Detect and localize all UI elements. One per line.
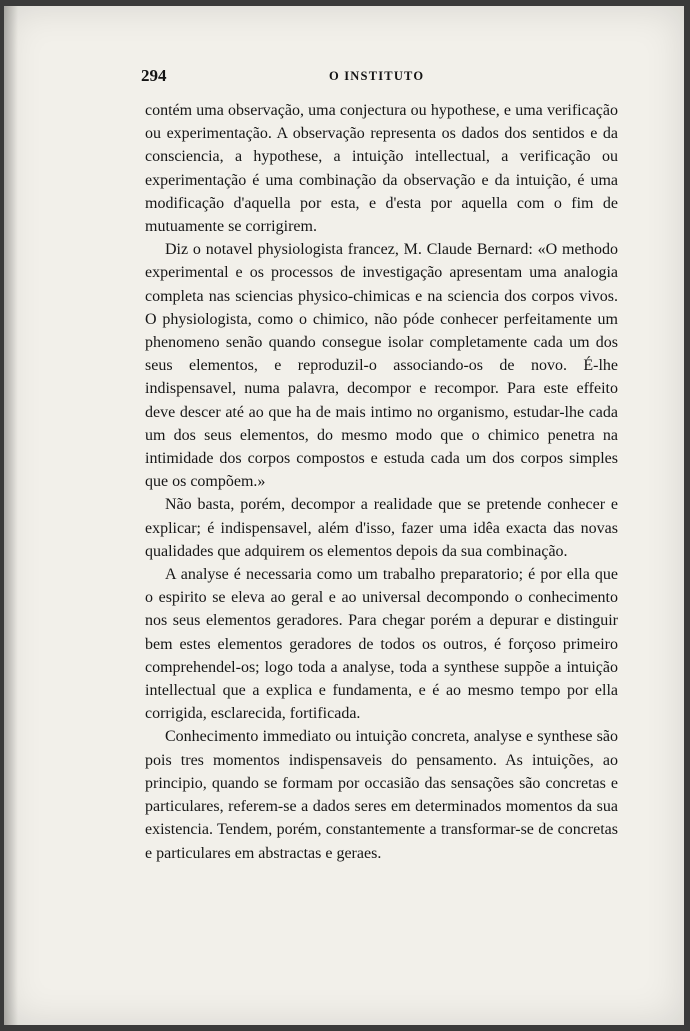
page-gutter-shadow (4, 6, 18, 1025)
body-text (145, 99, 618, 865)
page-number: 294 (141, 66, 167, 85)
paragraph-4: A analyse é necessaria como um trabalho preparatorio; é por ella que o espirito se eleva ao geral e ao universal decompondo o conhecimento nos seus elementos geradores. Para chegar porém a depurar e distinguir bem estes elementos geradores de todos os outros, é forçoso primeiro comprehendel-os; logo toda a analyse, toda a synthese suppõe a intuição intellectual que a explica e fundamenta, e é ao mesmo tempo por ella corrigida, esclarecida, fortificada. (145, 566, 618, 723)
paragraph-2: Diz o notavel physiologista francez, M. Claude Bernard: «O methodo experimental e os processos de investigação apresentam uma analogia completa nas sciencias physico-chimicas e na sciencia dos corpos vivos. O physiologista, como o chimico, não póde conhecer perfeitamente um phenomeno senão quando consegue isolar completamente cada um dos seus elementos, e reproduzil-o associando-os de novo. É-lhe indispensavel, numa palavra, decompor e recompor. Para este effeito deve descer até ao que ha de mais intimo no organismo, estudar-lhe cada um dos seus elementos, do mesmo modo que o chimico penetra na intimidade dos corpos compostos e estuda cada um dos corpos simples que os compõem.» (145, 241, 618, 491)
paragraph-1: contém uma observação, uma conjectura ou hypothese, e uma verificação ou experimentação. A observação representa os dados dos sentidos e da consciencia, a hypothese, a intuição intellectual, a verificação ou experimentação é uma combinação da observação e da intuição, é uma modificação d'aquella por esta, e d'esta por aquella com o fim de mutuamente se corrigirem. (145, 102, 618, 236)
paragraph-3: Não basta, porém, decompor a realidade que se pretende conhecer e explicar; é indispensavel, além d'isso, fazer uma idêa exacta das novas qualidades que adquirem os elementos depois da sua combinação. (145, 496, 618, 560)
page-header (141, 66, 617, 90)
running-title: O INSTITUTO (329, 69, 425, 83)
paragraph-5: Conhecimento immediato ou intuição concreta, analyse e synthese são pois tres momentos indispensaveis do pensamento. As intuições, ao principio, quando se formam por occasião das sensações são concretas e particulares, referem-se a dados seres em determinados momentos da sua existencia. Tendem, porém, constantemente a transformar-se de concretas e particulares em abstractas e geraes. (145, 728, 618, 862)
